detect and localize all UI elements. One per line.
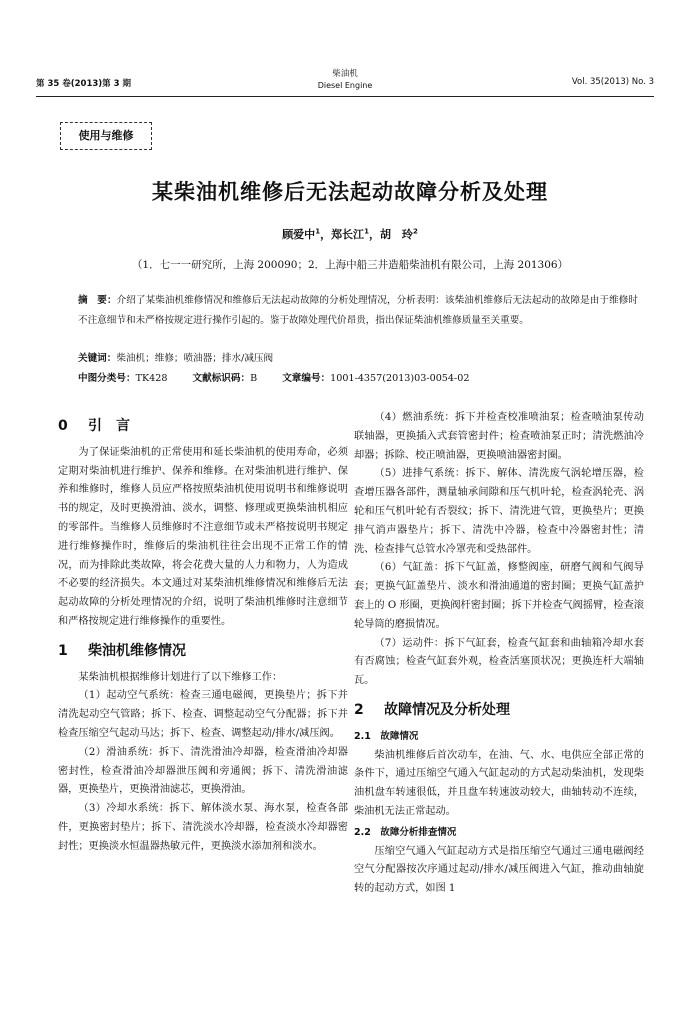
section-title: 柴油机维修情况 (88, 642, 186, 659)
keywords-label: 关键词： (78, 353, 117, 364)
author-affil-mark: 2 (412, 227, 418, 236)
paragraph: （2）滑油系统：拆下、清洗滑油冷却器，检查滑油冷却器密封性，检查滑油冷却器泄压阀和旁通阀；拆下、清洗滑油滤器，更换垫片，更换滑油滤芯，更换滑油。 (58, 746, 348, 796)
article-title: 某柴油机维修后无法起动故障分析及处理 (152, 180, 548, 204)
right-column (354, 409, 644, 899)
header-journal-name (36, 68, 654, 92)
header-volume-en: Vol. 35(2013) No. 3 (571, 77, 654, 87)
article-no-label: 文章编号： (282, 373, 331, 384)
paragraph: （6）气缸盖：拆下气缸盖，修整阀座，研磨气阀和气阀导套；更换气缸盖垫片、淡水和滑油通道的密封圈；更换气缸盖护套上的 O 形圈，更换阀杆密封圈；拆下并检查气阀摇臂，检查滚轮导筒的磨损情况。 (354, 562, 644, 630)
paragraph: （1）起动空气系统：检查三通电磁阀，更换垫片；拆下并清洗起动空气管路；拆下、检查、调整起动空气分配器；拆下并检查压缩空气起动马达；拆下、检查、调整起动/排水/减压阀。 (58, 690, 348, 739)
section-number: 2 (354, 701, 364, 718)
header-divider (36, 96, 654, 97)
header-volume-cn: 第 35 卷(2013)第 3 期 (36, 79, 132, 89)
author-name: 顾爱中 (282, 228, 316, 241)
subsection-heading: 2.1 故障情况 (354, 730, 419, 742)
author-separator: ， (368, 228, 380, 241)
paragraph: （4）燃油系统：拆下并检查校准喷油泵；检查喷油泵传动联轴器，更换插入式套管密封件；检查喷油泵正时；清洗燃油冷却器；拆除、校正喷油器，更换喷油器密封圈。 (354, 412, 644, 461)
author-separator: ， (320, 228, 332, 241)
abstract (78, 291, 638, 331)
paragraph: 为了保证柴油机的正常使用和延长柴油机的使用寿命，必须定期对柴油机进行维护、保养和维修。在对柴油机进行维护、保养和维修时，维修人员应严格按照柴油机使用说明书和维修说明书的规定，及时更换滑油、淡水，调整、修理或更换柴油机相应的零部件。当维修人员维修时不注意细节或未严格按说明书规定进行维修操作时，维修后的柴油机往往会出现不正常工作的情况，而为排除此类故障，将会花费大量的人力和物力，人为造成不必要的经济损失。本文通过对某柴油机维修情况和维修后无法起动故障的分析处理情况的介绍，说明了柴油机维修时注意细节和严格按规定进行维修操作的重要性。 (58, 446, 348, 627)
paragraph: 压缩空气通入气缸起动方式是指压缩空气通过三通电磁阀经空气分配器按次序通过起动/排水/减压阀进入气缸，推动曲轴旋转的起动方式，如图 1 (354, 845, 644, 895)
paragraph: （3）冷却水系统：拆下、解体淡水泵、海水泵，检查各部件，更换密封垫片；拆下、清洗淡水冷却器，检查淡水冷却器密封性；更换淡水恒温器热敏元件，更换淡水添加剂和淡水。 (58, 803, 348, 852)
section-number: 1 (58, 642, 68, 659)
author-list (0, 226, 700, 242)
section-title: 故障情况及分析处理 (384, 701, 510, 718)
left-column (58, 407, 348, 857)
author-affil-mark: 1 (364, 227, 369, 236)
header-journal-cn: 柴油机 (332, 69, 358, 79)
section-number: 0 (58, 418, 68, 434)
paragraph: （7）运动件：拆下气缸套，检查气缸套和曲轴箱冷却水套有否腐蚀；检查气缸套外观，检查活塞顶状况；更换连杆大端轴瓦。 (354, 637, 644, 687)
author-name: 胡 玲 (379, 228, 413, 241)
doc-code-label: 文献标识码： (192, 373, 251, 384)
paragraph: 柴油机维修后首次动车，在油、气、水、电供应全部正常的条件下，通过压缩空气通入气缸起动的方式起动柴油机，发现柴油机盘车转速很低，并且盘车转速波动较大，曲轴转动不连续，柴油机无法正常起动。 (354, 749, 644, 817)
section-title: 引 言 (88, 418, 130, 434)
article-no-value: 1001-4357(2013)03-0054-02 (330, 373, 470, 384)
author-name: 郑长江 (331, 228, 365, 241)
column-tag: 使用与维修 (60, 122, 152, 150)
abstract-text: 介绍了某柴油机维修情况和维修后无法起动故障的分析处理情况，分析表明：该柴油机维修后无法起动的故障是由于维修时不注意细节和未严格按规定进行操作引起的。鉴于故障处理代价昂贵，指出保证柴油机维修质量至关重要。 (78, 295, 638, 326)
section-heading (354, 701, 644, 720)
keywords (78, 350, 638, 364)
clc-value: TK428 (135, 373, 168, 384)
author-affil-mark: 1 (315, 227, 321, 236)
classification-line (78, 370, 638, 384)
clc-label: 中图分类号： (78, 373, 136, 384)
header-journal-en: Diesel Engine (317, 81, 373, 90)
keywords-text: 柴油机；维修；喷油器；排水/减压阀 (116, 353, 274, 364)
subsection-heading: 2.2 故障分析排查情况 (354, 826, 457, 838)
paragraph: （5）进排气系统：拆下、解体、清洗废气涡轮增压器，检查增压器各部件，测量轴承间隙和压气机叶轮，检查涡轮壳、涡轮和压气机叶轮有否裂纹；拆下、清洗进气管，更换垫片；更换排气消声器垫片；拆下、清洗中冷器，检查中冷器密封性；清洗、检查排气总管水冷罩壳和受热部件。 (354, 468, 644, 555)
affiliation: （1．七一一研究所，上海 200090；2．上海中船三井造船柴油机有限公司，上海 201306） (131, 259, 569, 271)
section-heading (58, 642, 348, 661)
running-header (36, 68, 654, 94)
doc-code-value: B (250, 373, 258, 384)
abstract-label: 摘 要： (78, 295, 117, 306)
section-heading (58, 417, 348, 436)
paragraph: 某柴油机根据维修计划进行了以下维修工作： (78, 671, 283, 683)
